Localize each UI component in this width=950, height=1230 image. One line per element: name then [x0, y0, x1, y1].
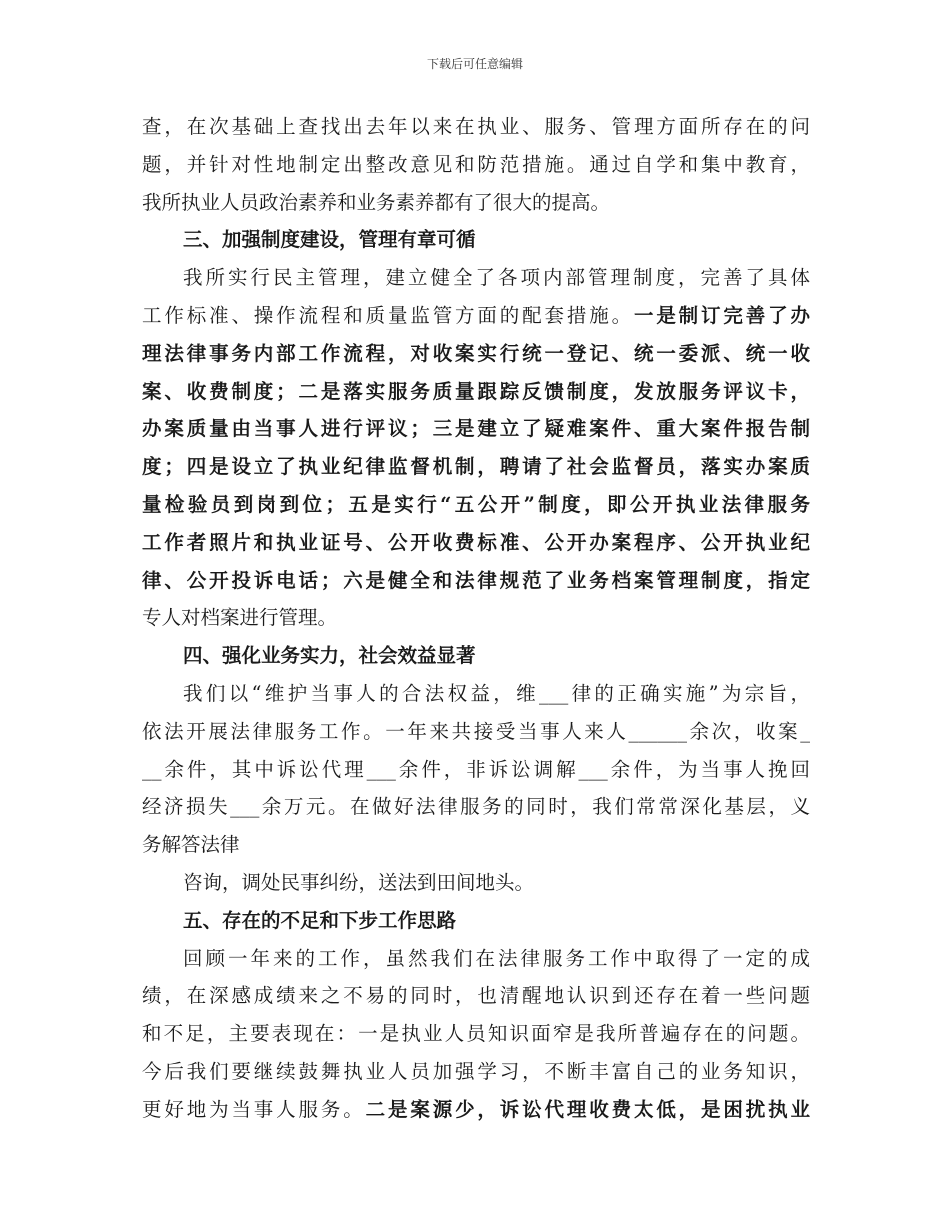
paragraph-line: 题，并针对性地制定出整改意见和防范措施。通过自学和集中教育，: [142, 152, 810, 176]
bold-paragraph-line: 案、收费制度；二是落实服务质量跟踪反馈制度，发放服务评议卡，: [142, 379, 810, 403]
paragraph-line: 我们以“维护当事人的合法权益，维___律的正确实施”为宗旨，: [183, 681, 810, 705]
paragraph-line: 我所实行民主管理，建立健全了各项内部管理制度，完善了具体: [183, 266, 810, 290]
page-header: 下载后可任意编辑: [426, 57, 523, 71]
paragraph-line: 查，在次基础上查找出去年以来在执业、服务、管理方面所存在的问: [142, 115, 810, 138]
bold-paragraph-line: 工作者照片和执业证号、公开收费标准、公开办案程序、公开执业纪: [142, 530, 810, 554]
bold-paragraph-line: 度；四是设立了执业纪律监督机制，聘请了社会监督员，落实办案质: [142, 455, 810, 479]
paragraph-line: 依法开展法律服务工作。一年来共接受当事人来人______余次，收案_: [142, 719, 810, 743]
paragraph-line: 今后我们要继续鼓舞执业人员加强学习，不断丰富自己的业务知识，: [142, 1059, 810, 1083]
bold-text-run: 一是制订完善了办: [633, 303, 810, 327]
paragraph-line: 务解答法律: [142, 833, 240, 857]
paragraph-line: 和不足，主要表现在：一是执业人员知识面窄是我所普遍存在的问题。: [142, 1022, 810, 1046]
paragraph-line-mixed: [142, 297, 810, 335]
bold-paragraph-line: 办案质量由当事人进行评议；三是建立了疑难案件、重大案件报告制: [142, 417, 810, 441]
text-run: 工作标准、操作流程和质量监管方面的配套措施。: [142, 303, 634, 327]
bold-paragraph-line: 量检验员到岗到位；五是实行“五公开”制度，即公开执业法律服务: [142, 492, 810, 516]
section-heading-5: 五、存在的不足和下步工作思路: [183, 908, 457, 932]
paragraph-line: 绩，在深感成绩来之不易的同时，也清醒地认识到还存在着一些问题: [142, 984, 810, 1008]
bold-text-run: 二是案源少，诉讼代理收费太低，是困扰执业: [365, 1097, 810, 1121]
section-heading-3: 三、加强制度建设，管理有章可循: [183, 228, 476, 252]
section-heading-4: 四、强化业务实力，社会效益显著: [183, 644, 476, 668]
paragraph-line: 咨询，调处民事纠纷，送法到田间地头。: [183, 870, 535, 894]
paragraph-line: __余件，其中诉讼代理___余件，非诉讼调解___余件，为当事人挽回: [142, 757, 810, 781]
paragraph-line: 回顾一年来的工作，虽然我们在法律服务工作中取得了一定的成: [183, 946, 810, 970]
paragraph-line: 我所执业人员政治素养和业务素养都有了很大的提高。: [142, 190, 611, 214]
paragraph-line-mixed: [142, 1091, 810, 1129]
text-run: 更好地为当事人服务。: [142, 1097, 366, 1121]
bold-paragraph-line: 理法律事务内部工作流程，对收案实行统一登记、统一委派、统一收: [142, 341, 810, 365]
document-body: [142, 108, 810, 1129]
paragraph-line: 经济损失___余万元。在做好法律服务的同时，我们常常深化基层，义: [142, 795, 810, 819]
paragraph-line: 专人对档案进行管理。: [142, 606, 338, 630]
bold-paragraph-line: 律、公开投诉电话；六是健全和法律规范了业务档案管理制度，指定: [142, 568, 810, 592]
